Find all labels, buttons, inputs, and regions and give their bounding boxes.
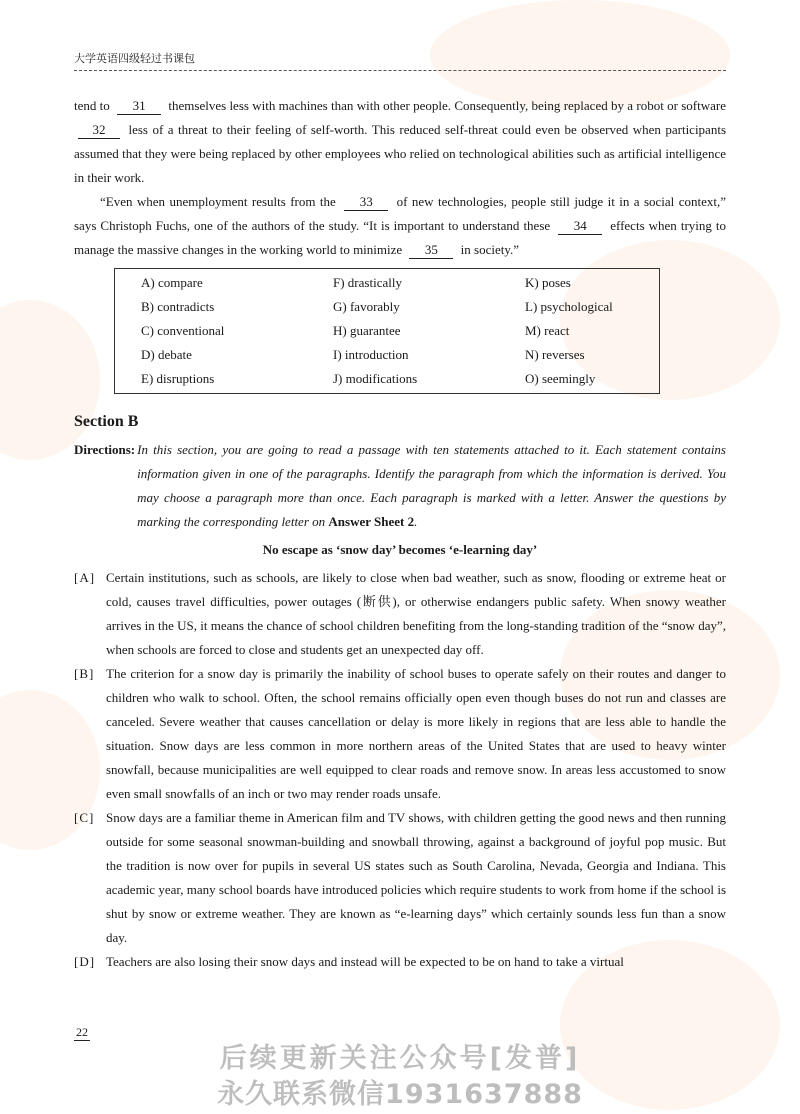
paragraph-b xyxy=(74,662,726,806)
word-option[interactable]: O) seemingly xyxy=(525,371,596,386)
paragraph-label: [B] xyxy=(74,666,95,681)
directions xyxy=(74,438,726,534)
word-option[interactable]: B) contradicts xyxy=(141,299,215,314)
word-option[interactable]: J) modifications xyxy=(333,371,418,386)
paragraph-text: Certain institutions, such as schools, are likely to close when bad weather, such as snow, flooding or extreme heat or cold, causes travel difficulties, power outages (断供), or otherwise endangers public safety. When snowy weather arrives in the US, it means the chance of school children benefiting from the long-standing tradition of the “snow day”, when schools are forced to close and students get an unexpected day off. xyxy=(106,570,726,657)
word-option[interactable]: M) react xyxy=(525,323,570,338)
header-divider xyxy=(74,70,726,71)
paragraph-a xyxy=(74,566,726,662)
directions-label: Directions: xyxy=(74,442,136,457)
word-option[interactable]: H) guarantee xyxy=(333,323,401,338)
page-content xyxy=(74,94,726,974)
blank-33[interactable]: 33 xyxy=(344,194,388,211)
word-option[interactable]: K) poses xyxy=(525,275,571,290)
paragraph-text: Snow days are a familiar theme in American film and TV shows, with children getting the good news and then running outside for some seasonal snowman-building and snowball throwing, against a background of joyful pop music. But the tradition is now over for pupils in several US states such as South Carolina, Nevada, Georgia and Indiana. This academic year, many school boards have introduced policies which require students to work from home if the school is shut by snow or extreme weather. They are known as “e-learning days” which certainly sounds less fun than a snow day. xyxy=(106,810,726,945)
passage-title: No escape as ‘snow day’ becomes ‘e-learning day’ xyxy=(262,542,538,557)
passage-paragraph-2: “Even when unemployment results from the 33 of new technologies, people still judge it in a social context,” says Christoph Fuchs, one of the authors of the study. “It is important to understand these 34 effects when trying to manage the massive changes in the working world to minimize 35 in society.” xyxy=(74,194,727,257)
blank-34[interactable]: 34 xyxy=(558,218,602,235)
section-title: Section B xyxy=(74,413,139,430)
word-option[interactable]: G) favorably xyxy=(333,299,400,314)
word-option[interactable]: F) drastically xyxy=(333,275,402,290)
word-option[interactable]: C) conventional xyxy=(141,323,225,338)
word-bank xyxy=(114,268,660,394)
paragraph-text: The criterion for a snow day is primarily the inability of school buses to operate safely on their routes and danger to children who walk to school. Often, the school remains officially open even though buses do not run and classes are canceled. Severe weather that causes cancellation or delay is more likely in regions that are less able to handle the situation. Snow days are less common in more northern areas of the United States that are used to heavy winter snowfall, because municipalities are well equipped to clear roads and remove snow. In areas less accustomed to snow even small snowfalls of an inch or two may render roads unsafe. xyxy=(106,666,726,801)
footer-watermark-line-1: 后续更新关注公众号[发普] xyxy=(219,1043,581,1074)
word-option[interactable]: I) introduction xyxy=(333,347,409,362)
directions-text: In this section, you are going to read a passage with ten statements attached to it. Each statement contains information given in one of the paragraphs. Identify the paragraph from which the information is derived. You may choose a paragraph more than once. Each paragraph is marked with a letter. Answer the questions by marking the corresponding letter on Answer Sheet 2. xyxy=(137,442,726,529)
paragraph-text: Teachers are also losing their snow days and instead will be expected to be on hand to take a virtual xyxy=(106,954,624,969)
word-option[interactable]: E) disruptions xyxy=(141,371,215,386)
paragraph-c xyxy=(74,806,726,950)
word-option[interactable]: D) debate xyxy=(141,347,192,362)
passage-paragraph-1: tend to 31 themselves less with machines than with other people. Consequently, being replaced by a robot or software 32 less of a threat to their feeling of self-worth. This reduced self-threat could even be observed when participants assumed that they were being replaced by other employees who relied on technological abilities such as artificial intelligence in their work. xyxy=(74,98,727,185)
paragraph-d xyxy=(74,950,726,974)
word-option[interactable]: A) compare xyxy=(141,275,203,290)
answer-sheet-label: Answer Sheet 2 xyxy=(328,514,415,529)
blank-32[interactable]: 32 xyxy=(78,122,120,139)
paragraph-label: [C] xyxy=(74,810,95,825)
paragraph-label: [D] xyxy=(74,954,96,969)
word-option[interactable]: L) psychological xyxy=(525,299,613,314)
paragraph-label: [A] xyxy=(74,570,96,585)
footer-watermark-line-2: 永久联系微信1931637888 xyxy=(217,1079,583,1110)
word-option[interactable]: N) reverses xyxy=(525,347,585,362)
page-header: 大学英语四级轻过书课包 xyxy=(74,52,195,65)
blank-35[interactable]: 35 xyxy=(409,242,453,259)
blank-31[interactable]: 31 xyxy=(117,98,161,115)
page-number: 22 xyxy=(76,1025,88,1039)
